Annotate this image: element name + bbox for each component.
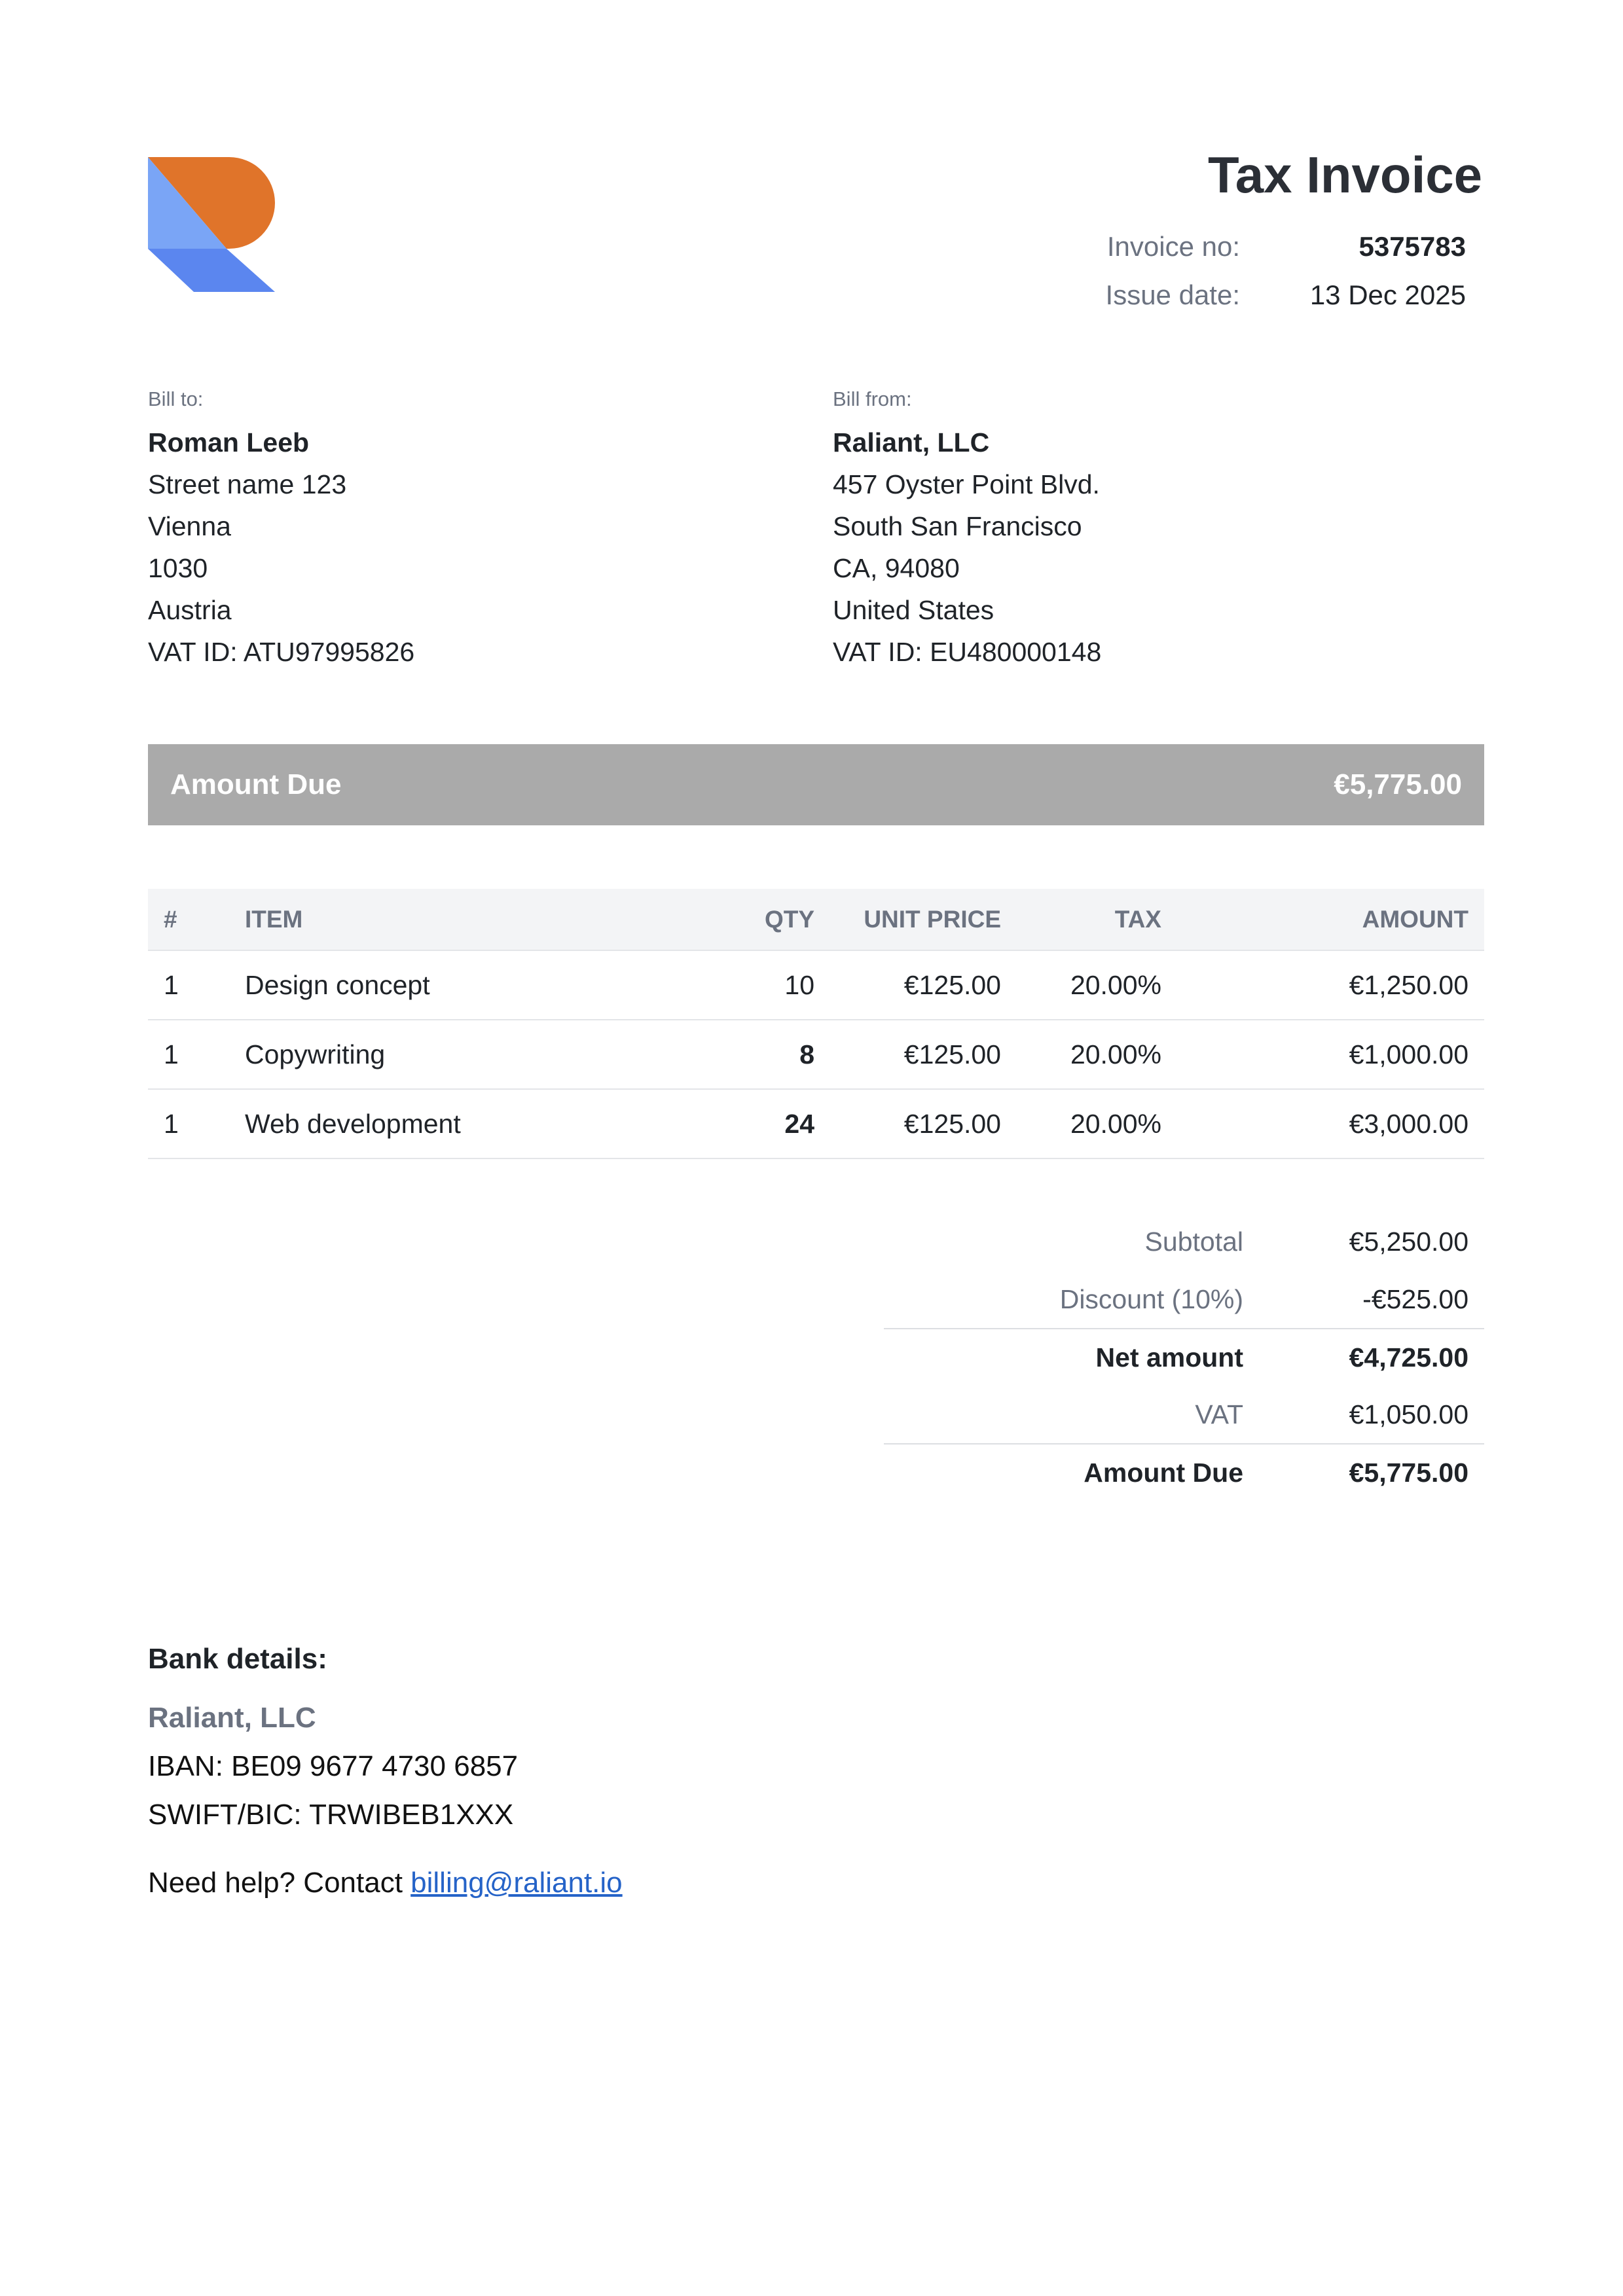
invoice-number: 5375783 — [1359, 231, 1466, 262]
row-unit-price: €125.00 — [814, 950, 1001, 1020]
vat-row — [884, 1386, 1484, 1443]
subtotal-label: Subtotal — [1144, 1226, 1243, 1257]
bill-from-address-line: United States — [833, 595, 994, 625]
column-header-number: # — [148, 889, 245, 950]
column-header-qty: QTY — [729, 889, 814, 950]
issue-date-row — [1008, 271, 1466, 319]
row-item: Web development — [245, 1089, 729, 1158]
bank-details-title: Bank details: — [148, 1643, 327, 1675]
row-qty: 24 — [729, 1089, 814, 1158]
row-number: 1 — [148, 1020, 245, 1089]
bill-from-address-line: South San Francisco — [833, 511, 1082, 541]
bill-from-address-line: CA, 94080 — [833, 553, 960, 583]
row-qty: 8 — [729, 1020, 814, 1089]
column-header-tax: TAX — [1001, 889, 1161, 950]
bank-details — [148, 1643, 1195, 1899]
totals-section — [884, 1213, 1484, 1501]
net-amount-value: €4,725.00 — [1349, 1342, 1468, 1372]
logo-blue-shape — [148, 249, 275, 292]
row-number: 1 — [148, 1089, 245, 1158]
bill-to-label: Bill to: — [148, 387, 204, 410]
row-qty: 10 — [729, 950, 814, 1020]
invoice-number-row — [1008, 223, 1466, 271]
discount-label: Discount (10%) — [1059, 1283, 1243, 1314]
bank-swift: SWIFT/BIC: TRWIBEB1XXX — [148, 1799, 514, 1831]
amount-due-label: Amount Due — [1084, 1457, 1243, 1488]
line-items-table — [148, 889, 1484, 1159]
invoice-title: Tax Invoice — [1207, 146, 1482, 204]
discount-row — [884, 1270, 1484, 1328]
net-amount-row — [884, 1328, 1484, 1386]
row-unit-price: €125.00 — [814, 1089, 1001, 1158]
bill-from-vat-id: VAT ID: EU480000148 — [833, 637, 1102, 667]
row-amount: €1,250.00 — [1161, 950, 1484, 1020]
bill-to-address-line: Austria — [148, 595, 232, 625]
bill-from-name: Raliant, LLC — [833, 427, 990, 457]
bank-account-name: Raliant, LLC — [148, 1702, 316, 1734]
row-item: Copywriting — [245, 1020, 729, 1089]
bill-to-vat-id: VAT ID: ATU97995826 — [148, 637, 415, 667]
amount-due-row — [884, 1443, 1484, 1501]
discount-value: -€525.00 — [1362, 1283, 1468, 1314]
vat-value: €1,050.00 — [1349, 1399, 1468, 1429]
row-unit-price: €125.00 — [814, 1020, 1001, 1089]
column-header-unit-price: UNIT PRICE — [814, 889, 1001, 950]
net-amount-label: Net amount — [1095, 1342, 1243, 1372]
bill-to-address-line: Vienna — [148, 511, 231, 541]
table-row — [148, 1020, 1484, 1089]
company-logo — [148, 157, 275, 292]
help-line — [148, 1867, 1195, 1899]
amount-due-bar — [148, 744, 1484, 825]
bill-to-address-line: 1030 — [148, 553, 208, 583]
row-amount: €3,000.00 — [1161, 1089, 1484, 1158]
row-number: 1 — [148, 950, 245, 1020]
table-row — [148, 1089, 1484, 1158]
billing-email-link[interactable]: billing@raliant.io — [410, 1867, 623, 1899]
bank-iban: IBAN: BE09 9677 4730 6857 — [148, 1750, 519, 1782]
column-header-amount: AMOUNT — [1161, 889, 1484, 950]
bill-from-address-line: 457 Oyster Point Blvd. — [833, 469, 1100, 499]
amount-due-value: €5,775.00 — [1349, 1457, 1468, 1488]
row-item: Design concept — [245, 950, 729, 1020]
bill-from-block — [833, 387, 1291, 673]
subtotal-row — [884, 1213, 1484, 1270]
bill-to-address-line: Street name 123 — [148, 469, 347, 499]
issue-date: 13 Dec 2025 — [1309, 279, 1466, 310]
row-tax: 20.00% — [1001, 1089, 1161, 1158]
invoice-meta — [1008, 223, 1466, 319]
issue-date-label: Issue date: — [1105, 279, 1240, 310]
row-tax: 20.00% — [1001, 1020, 1161, 1089]
table-row — [148, 950, 1484, 1020]
table-header-row — [148, 889, 1484, 950]
bill-to-name: Roman Leeb — [148, 427, 310, 457]
column-header-item: ITEM — [245, 889, 729, 950]
amount-due-bar-value: €5,775.00 — [1334, 768, 1462, 800]
bill-from-label: Bill from: — [833, 387, 912, 410]
vat-label: VAT — [1195, 1399, 1243, 1429]
subtotal-value: €5,250.00 — [1349, 1226, 1468, 1257]
amount-due-bar-label: Amount Due — [170, 768, 342, 800]
bill-to-block — [148, 387, 606, 673]
help-text: Need help? Contact — [148, 1867, 411, 1899]
invoice-number-label: Invoice no: — [1106, 231, 1240, 262]
row-amount: €1,000.00 — [1161, 1020, 1484, 1089]
row-tax: 20.00% — [1001, 950, 1161, 1020]
